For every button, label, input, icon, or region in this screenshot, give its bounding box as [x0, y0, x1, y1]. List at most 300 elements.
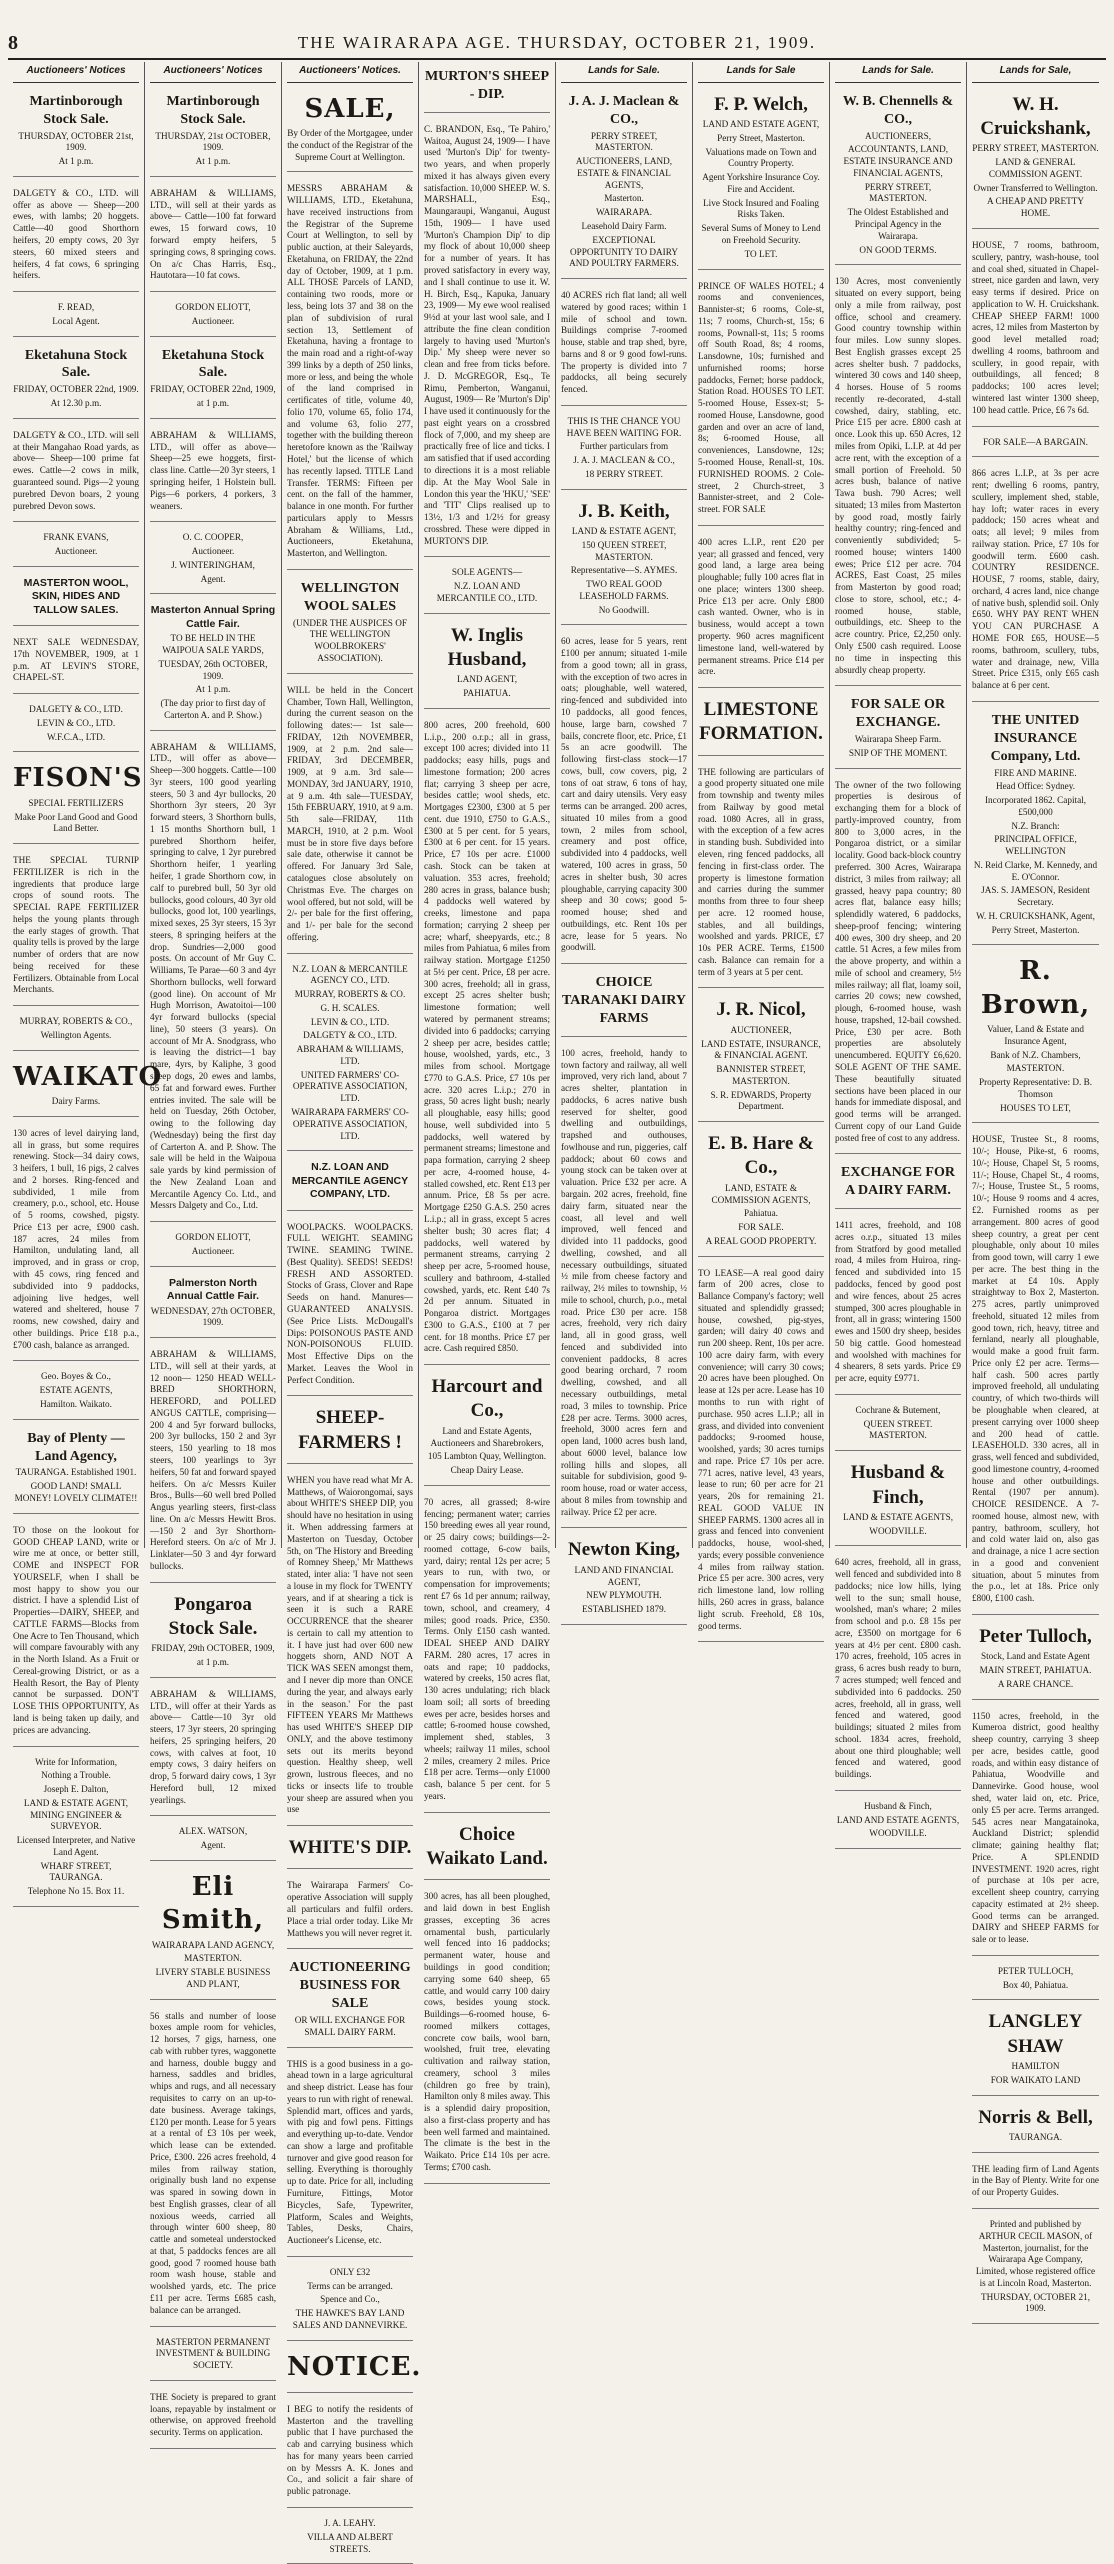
ad-line: Agent.	[200, 573, 226, 584]
ad-body: DALGETY & CO., LTD. will offer as above — Sheep—200 ewes, with lambs; 20 hoggets. Cattle—40 good Shorthorn heifers, 20 empty cows, 20 3yr steers, 60 mixed steers and heifers, 4 fat cows, 6 springing heifers.	[13, 187, 139, 281]
advertisement	[835, 1455, 961, 1546]
advertisement	[150, 1271, 276, 1338]
advertisement	[698, 992, 824, 1122]
ad-heading: Martinborough Stock Sale.	[29, 93, 123, 127]
ad-line: at 1 p.m.	[196, 1657, 230, 1668]
ad-line: (The day prior to first day of Carterton A. and P. Show.)	[160, 698, 266, 720]
advertisement	[698, 530, 824, 688]
ad-line: TO LET.	[744, 248, 778, 259]
ad-line: OR WILL EXCHANGE FOR SMALL DAIRY FARM.	[294, 2015, 406, 2037]
advertisement	[150, 2331, 276, 2381]
advertisement	[424, 1490, 550, 1813]
column-4	[419, 62, 556, 2172]
ad-heading: FOR SALE OR EXCHANGE.	[850, 697, 946, 731]
ad-body: I BEG to notify the residents of Masterton and the travelling public that I have purchased the cab and carrying business which has for many years been carried on by Messrs A. K. Jones and Co., and solicit a fair share of public patronage.	[287, 2403, 413, 2497]
ad-line: WEDNESDAY, 27th OCTOBER, 1909.	[150, 1305, 276, 1328]
ad-line: Wellington Agents.	[40, 1029, 112, 1040]
ad-line: Joseph E. Dalton,	[43, 1784, 109, 1795]
ad-line: Land and Estate Agents, Auctioneers and Sharebrokers,	[430, 1425, 544, 1448]
advertisement	[287, 87, 413, 173]
ad-line: G. H. SCALES.	[320, 1002, 380, 1013]
ad-heading: Norris & Bell,	[978, 2106, 1093, 2128]
newspaper-title: THE WAIRARAPA AGE. THURSDAY, OCTOBER 21, 1909.	[297, 33, 817, 52]
advertisement	[424, 561, 550, 613]
ad-line: PERRY STREET, MASTERTON.	[864, 181, 932, 204]
ad-body: WILL be held in the Concert Chamber, Town Hall, Wellington, during the current season on the following dates:— 1st sale—FRIDAY, 12th NOVEMBER, 1909, at 2 p.m. 2nd sale—FRIDAY, 3rd DECEMBER, 1909, at 9 a.m. 3rd sale—MONDAY, 3rd JANUARY, 1910, at 9 a.m. 4th sale—TUESDAY, 15th FEBRUARY, 1910, at 9 a.m. 5th sale—FRIDAY, 11th MARCH, 1910, at 2 p.m. Wool must be in store five days before sale date, otherwise it cannot be offered. For January 3rd Sale, catalogues close absolutely on Christmas Eve. The charges on wool offered, but not sold, will be 2/- per bale for the first offering, and 1/- per bale for the second offering.	[287, 684, 413, 942]
advertisement	[150, 341, 276, 419]
ad-heading: Eketahuna Stock Sale.	[161, 347, 265, 381]
ad-line: Terms can be arranged.	[307, 2280, 393, 2291]
ad-line: Printed and published by ARTHUR CECIL MASON, of Masterton, journalist, for the Wairarapa Age Company, Limited, whose registered office is at Lincoln Road, Masterton.	[975, 2218, 1096, 2288]
advertisement	[698, 760, 824, 989]
ad-line: FOR WAIKATO LAND	[990, 2074, 1081, 2085]
ad-heading: Harcourt and Co.,	[431, 1376, 543, 1422]
ad-line: LAND AND FINANCIAL AGENT,	[574, 1564, 674, 1587]
advertisement	[698, 692, 824, 756]
ad-line: LEVIN & CO., LTD.	[36, 717, 116, 728]
advertisement	[287, 2261, 413, 2341]
advertisement	[13, 423, 139, 522]
ad-heading: THE UNITED INSURANCE Company, Ltd.	[990, 712, 1081, 764]
advertisement	[150, 2385, 276, 2449]
ad-line: MASTERTON PERMANENT INVESTMENT & BUILDING SOCIETY.	[155, 2336, 271, 2371]
advertisement	[287, 1155, 413, 1210]
ad-heading: W. H. Cruickshank,	[980, 93, 1091, 140]
advertisement	[13, 1010, 139, 1051]
ad-body: 130 Acres, most conveniently situated on every support, being only a mile from railway, post office, school and creamery. Good country township within four miles. Low sunny slopes. Best English grasses except 25 acres shelter bush. 7 paddocks, wintered 30 cows and 140 sheep, 4 horses. House of 5 rooms recently re-decorated, 4-stall cowshed, dairy, stabling, etc. Price £15 per acre. £800 cash at once. Look this up. 650 Acres, 12 miles from Opiki, L.I.P. at 4d per acre rent, with the exception of a small portion of Freehold. 50 acres bush, balance of native Tawa bush. 790 Acres; well situated; 13 miles from Masterton by good road, mostly fairly healthy country; ring-fenced and conveniently subdivided; 5-roomed house; winters 1400 ewes; Price £12 per acre. 704 ACRES, East Coast, 25 miles from Masterton by good road; close to store, school, etc.; 4-roomed house, stable, outbuildings, etc. Sheep to the acre country. Price, £2,250 only. Only £500 cash required. Loose no time in inspecting this absurdly cheap property.	[835, 276, 961, 675]
ad-line: (UNDER THE AUSPICES OF THE WELLINGTON WOOLBROKERS' ASSOCIATION).	[293, 617, 407, 663]
column-2	[145, 62, 282, 2438]
ad-line: N.Z. LOAN AND MERCANTILE CO., LTD.	[436, 581, 538, 603]
ad-line: GORDON ELIOTT,	[175, 302, 251, 313]
ad-body: ABRAHAM & WILLIAMS, LTD., will sell at their yards, at 12 noon— 1250 HEAD WELL-BRED SHORTHORN, HEREFORD, and POLLED ANGUS CATTLE, comprising—200 4 and 5yr forward bullocks, 200 3yr bullocks, 150 2 and 3yr steers, 150 yearling to 18 mos steers, 100 yearlings to 3yr heifers, 50 fat and forward spayed heifers. On a/c Messrs Kuiler Bros., Bulls—60 well bred Polled Angus yearling steers, first-class line. On a/c Messrs Hewitt Bros.—150 2 and 3yr Shorthorn-Hereford steers. On a/c of Mr J. Linklater—50 3 and 4yr forward bullocks.	[150, 1349, 276, 1571]
ad-body: The Wairarapa Farmers' Co-operative Association will supply all particulars and fulfil orders. Place a trial order today. Like Mr Matthews you will never regret it.	[287, 1880, 413, 1938]
ad-heading: Newton King,	[568, 1539, 680, 1561]
ad-heading: CHOICE TARANAKI DAIRY FARMS	[561, 975, 687, 1026]
advertisement	[150, 181, 276, 292]
ad-line: HAMILTON	[1011, 2061, 1060, 2072]
advertisement	[561, 87, 687, 279]
ad-line: QUEEN STREET. MASTERTON.	[863, 1418, 933, 1441]
ad-line: AUCTIONEER,	[730, 1024, 792, 1035]
ad-line: W. H. CRUICKSHANK, Agent,	[976, 910, 1095, 921]
advertisement	[972, 87, 1099, 229]
advertisement	[13, 571, 139, 626]
ad-line: LAND & GENERAL COMMISSION AGENT.	[988, 157, 1083, 179]
ad-line: Dairy Farms.	[51, 1096, 101, 1107]
ad-heading: MASTERTON WOOL, SKIN, HIDES AND TALLOW SALES.	[23, 576, 129, 616]
advertisement	[287, 2397, 413, 2508]
advertisement	[561, 968, 687, 1037]
ad-heading: Bay of Plenty — Land Agency,	[27, 1430, 125, 1464]
ad-line: TAURANGA.	[1008, 2131, 1063, 2142]
ad-line: LEVIN & CO., LTD.	[310, 1016, 390, 1027]
ad-line: No Goodwill.	[598, 604, 650, 615]
ad-line: MURRAY, ROBERTS & CO.,	[19, 1016, 133, 1027]
ad-line: FRIDAY, 29th OCTOBER, 1909,	[151, 1643, 275, 1654]
ad-heading: SHEEP-FARMERS !	[298, 1407, 402, 1453]
ad-line: WAIRARAPA.	[595, 207, 653, 218]
ad-line: WOODVILLE.	[869, 1525, 927, 1536]
ad-line: Geo. Boyes & Co.,	[41, 1371, 111, 1382]
advertisement	[150, 1820, 276, 1861]
advertisement	[13, 1121, 139, 1362]
ad-line: Auctioneer.	[191, 315, 235, 326]
ad-line: PAHIATUA.	[463, 688, 511, 699]
ad-line: WAIRARAPA FARMERS' CO-OPERATIVE ASSOCIATION, LTD.	[291, 1107, 409, 1141]
ad-line: Auctioneer.	[191, 1245, 235, 1256]
ad-line: FRIDAY, OCTOBER 22nd, 1909.	[13, 384, 139, 395]
ad-line: TUESDAY, 26th OCTOBER, 1909.	[158, 658, 268, 681]
ad-line: At 1 p.m.	[58, 156, 94, 167]
advertisement	[424, 1369, 550, 1486]
ad-line: Representative—S. AYMES.	[570, 565, 678, 576]
ad-line: ON GOOD TERMS.	[859, 244, 937, 255]
ad-line: ONLY £32	[329, 2266, 371, 2277]
ad-body: THE leading firm of Land Agents in the Bay of Plenty. Write for one of our Property Guides.	[972, 2163, 1099, 2198]
advertisement	[150, 1226, 276, 1267]
ad-line: Perry Street, Masterton.	[717, 132, 805, 143]
ad-line: N.Z. LOAN & MERCANTILE AGENCY CO., LTD.	[292, 963, 408, 986]
ad-body: 640 acres, freehold, all in grass, well fenced and subdivided into 8 paddocks; nice low hills, lying well to the sun; small house, woolshed, man's whare; 2 miles from school and p.o. £8 15s per acre, £3500 on mortgage for 6 years at 4½ per cent. £800 cash. 170 acres, freehold, 105 acres in grass, 6 acres bush ready to burn, 7 acres stumped; well fenced and subdivided into 6 paddocks. 250 acres, freehold, all in grass, well fenced and watered, good buildings; situated 2 miles from school. 1834 acres, freehold, about one third ploughable; well fenced and watered, good buildings.	[835, 1557, 961, 1780]
ad-line: LAND, ESTATE & COMMISSION AGENTS,	[711, 1182, 811, 1205]
advertisement	[150, 1682, 276, 1817]
ad-line: MURRAY, ROBERTS & CO.	[294, 989, 406, 1000]
ad-heading: J. R. Nicol,	[716, 999, 806, 1021]
ad-heading: LIMESTONE FORMATION.	[699, 699, 823, 745]
advertisement	[13, 296, 139, 337]
advertisement	[835, 269, 961, 686]
ad-line: MAIN STREET, PAHIATUA.	[979, 1665, 1092, 1676]
ad-line: ESTATE AGENTS,	[39, 1385, 113, 1396]
ad-heading: E. B. Hare & Co.,	[708, 1133, 814, 1179]
ad-line: Box 40, Pahiatua.	[1002, 1979, 1069, 1990]
ad-line: MASTERTON.	[184, 1953, 242, 1964]
advertisement	[150, 87, 276, 177]
advertisement	[287, 1873, 413, 1949]
ad-body: The owner of the two following properties is desirous of exchanging them for a block of partly-improved country, from 800 to 3,000 acres, in the Pongaroa district, or a similar locality. Good back-block country preferred. 300 Acres, Wairarapa district, 3 miles from railway; all grassed, heavy papa country; 80 acres flat, balance easy hills; splendidly watered, 6 paddocks, sheep-proof fencing; wintering 400 ewes, 300 dry sheep, and 20 cattle. 51 Acres, a few miles from the above property, and within a mile of school and creamery, 5½ miles railway; all flat, loamy soil, carries 20 cows; new cowshed, plough, 6-roomed house, wash house, trapshed, 12-bail cowshed. Price, £30 per acre. Both properties are absolutely unencumbered. EQUITY £6,620. SOLE AGENT OF THE SAME. These beautifully situated sections have been placed in our hands for immediate disposal, and good terms will be arranged. Current copy of our Land Guide posted free of cost to any address.	[835, 779, 961, 1143]
ad-heading: N.Z. LOAN AND MERCANTILE AGENCY COMPANY, LTD.	[291, 1161, 409, 1201]
advertisement	[972, 2100, 1099, 2153]
advertisement	[972, 949, 1099, 1123]
advertisement	[150, 598, 276, 730]
ad-line: By Order of the Mortgagee, under the conduct of the Registrar of the Supreme Court at Wellington.	[287, 128, 413, 162]
ad-heading: WELLINGTON WOOL SALES	[300, 580, 400, 614]
ad-line: TO BE HELD IN THE WAIPOUA SALE YARDS,	[162, 633, 264, 655]
ad-line: Telephone No 15. Box 11.	[27, 1886, 125, 1897]
ad-line: SNIP OF THE MOMENT.	[848, 747, 948, 758]
ad-line: THIS IS THE CHANCE YOU HAVE BEEN WAITING FOR.	[566, 415, 682, 438]
ad-line: J. A. J. MACLEAN & CO.,	[573, 455, 675, 466]
ad-body: MESSRS ABRAHAM & WILLIAMS, LTD., Eketahuna, have received instructions from the Registrar of the Supreme Court at Wellington, to sell by public auction, at their Saleyards, Eketahuna, on FRIDAY, the 22nd day of October, 1909, at 1 p.m. ALL THOSE Parcels of LAND, containing two roods, more or less, being lots 37 and 38 on the plan of subdivision of rural section 13, Settlement of Eketahuna, having a frontage to the main road and a right-of-way 399 links by a depth of 250 links, more or less, and being the whole of the land comprised in certificates of title, volume 40, folio 170, volume 65, folio 174, and volume 63, folio 277, together with the building thereon heretofore known as the 'Railway Hotel,' but the license of which has recently lapsed. TITLE Land Transfer. TERMS: Fifteen per cent. on the fall of the hammer, balance in one month. For further particulars apply to Messrs Abraham & Williams, Ltd., Auctioneers, Eketahuna, Masterton, and Wellington.	[287, 183, 413, 559]
ad-line: Cheap Dairy Lease.	[450, 1465, 524, 1476]
advertisement	[150, 735, 276, 1223]
ad-line: Spence and Co.,	[320, 2294, 380, 2305]
ad-heading: Eli Smith,	[161, 1872, 265, 1936]
ad-line: S. R. EDWARDS, Property Department.	[710, 1089, 812, 1112]
ad-body: ABRAHAM & WILLIAMS, LTD., will sell at their yards as above— Cattle—100 fat forward ewes, 15 forward cows, 10 forward empty heifers, 5 springing cows, 8 springing cows. On a/c Chas Harris, Esq., Hautotara—10 fat cows.	[150, 187, 276, 281]
advertisement	[972, 233, 1099, 426]
ad-heading: WAIKATO	[13, 1061, 163, 1092]
ad-line: AUCTIONEERS,	[864, 130, 932, 141]
ad-line: at 1 p.m.	[196, 398, 230, 409]
ad-line: Further particulars from	[579, 441, 669, 452]
advertisement	[287, 2052, 413, 2257]
page-number: 8	[8, 31, 18, 54]
ad-heading: Husband & Finch,	[850, 1462, 946, 1508]
ad-heading: NOTICE.	[287, 2351, 422, 2382]
advertisement	[561, 283, 687, 406]
ad-body: THE SPECIAL TURNIP FERTILIZER is rich in the ingredients that produce large crops of sound roots. The SPECIAL RAPE FERTILIZER helps the young plants through the early stages of growth. That quality tells is proved by the large number of orders that are now being received for these Fertilizers. Obtainable from Local Merchants.	[13, 855, 139, 995]
ad-line: W.F.C.A., LTD.	[46, 731, 106, 742]
advertisement	[561, 410, 687, 490]
ad-line: ALEX. WATSON,	[178, 1826, 248, 1837]
advertisement	[698, 274, 824, 526]
column-5	[556, 62, 693, 1615]
ad-line: J. WINTERINGHAM,	[171, 559, 255, 570]
ad-line: Cochrane & Butement,	[855, 1404, 941, 1415]
ad-line: FRANK EVANS,	[43, 532, 109, 543]
ad-line: TAURANGA. Established 1901.	[15, 1467, 137, 1478]
ad-heading: Pongaroa Stock Sale.	[168, 1593, 258, 1639]
ad-heading: J. A. J. Maclean & CO.,	[568, 93, 680, 127]
ad-body: 130 acres of level dairying land, all in grass, but some requires renewing. Stock—34 dairy cows, 3 heifers, 1 bull, 16 pigs, 2 calves and 2 horses. Ring-fenced and subdivided, 1 mile from creamery, p.o., school, etc. House of 5 rooms, cowshed, pigsty. Price £13 per acre, £900 cash. 187 acres, 24 miles from Hamilton, undulating land, all improved, and in grass or crop, with 45 cows, ring fenced and subdivided into 9 paddocks, adjoining live hedges, well watered and sheltered, house 7 rooms, new cowshed, dairy and other buildings. Price £18 p.a., £700 cash, balance as arranged.	[13, 1127, 139, 1350]
column-1	[8, 62, 163, 1897]
advertisement	[13, 1751, 139, 1907]
ad-line: DALGETY & CO., LTD.	[29, 704, 123, 715]
advertisement	[287, 2512, 413, 2564]
ad-line: HOUSES TO LET,	[1000, 1102, 1071, 1113]
ad-heading: Palmerston North Annual Cattle Fair.	[166, 1276, 260, 1303]
ad-line: Local Agent.	[52, 315, 100, 326]
ad-line: At 1 p.m.	[195, 156, 231, 167]
ad-body: DALGETY & CO., LTD. will sell at their Mangahao Road yards, as above— Sheep—100 prime fat ewes. Cattle—2 cows in milk, guaranteed sound. Pigs—2 young purebred Devon boars, 2 young purebred Devon sows.	[13, 429, 139, 511]
advertisement	[13, 630, 139, 694]
ad-line: LAND AND ESTATE AGENTS,	[836, 1814, 960, 1825]
advertisement	[972, 706, 1099, 946]
section-header: Lands for Sale	[698, 62, 824, 83]
ad-body: THE following are particulars of a good property situated one mile from township and twenty miles from Railway by good metal road. 1080 Acres, all in grass, with the exception of a few acres in standing bush. Subdivided into eleven, ring fenced paddocks, all fencing in first-class order. The property is limestone formation and carries during the summer months from three to four sheep per acre. 12 roomed house, stables, and all buildings, woolshed and yards. PRICE, £7 10s PER ACRE. Terms, £1500 cash. Balance can remain for a term of 3 years at 5 per cent.	[698, 766, 824, 977]
ad-line: Agent.	[200, 1840, 226, 1851]
ad-line: GOOD LAND! SMALL MONEY! LOVELY CLIMATE!!	[14, 1481, 138, 1503]
advertisement	[561, 629, 687, 964]
advertisement	[835, 690, 961, 768]
advertisement	[698, 1261, 824, 1643]
ad-line: TWO REAL GOOD LEASEHOLD FARMS.	[579, 579, 669, 601]
advertisement	[287, 2345, 422, 2393]
ad-line: Wairarapa Sheep Farm.	[854, 734, 942, 745]
advertisement	[835, 1158, 961, 1209]
section-header: Lands for Sale.	[835, 62, 961, 83]
advertisement	[150, 423, 276, 522]
ad-body: ABRAHAM & WILLIAMS, LTD., will offer as above— Sheep—300 hoggets. Cattle—100 3yr steers, 100 good yearling steers, 50 3 and 4yr bullocks, 20 Shorthorn 3yr steers, 20 3yr forward steers, 3 Shorthorn bulls, 1 15 months Shorthorn bull, 1 purebred Shorthorn heifer, springing to calve, 1 2yr purebred Shorthorn heifer, 1 yearling heifer, 1 grade Shorthorn cow, in calf to purebred bull, 50 3yr old bullocks, good colours, 40 3yr old bullocks, good lot, 100 yearlings, mixed sexes, 25 3yr steers, 15 3yr steers, 8 springing heifers at the drop. Sundries—2,000 good posts. On account of Mr Guy C. Williams, Te Parae—60 3 and 4yr Shorthorn bullocks, well forward (good line). On account of Mr Hugh Morrison, Awatoitoi—100 4yr forward bullocks (special line), 50 steers (3 years). On account of Mr A. Snodgrass, who is leaving the district—1 bay mare, 4yrs, by Kaliphe, 3 good sheep dogs, 20 ewes and lambs, 65 fat and forward ewes. Further entries invited. The sale will be held on Tuesday, 26th October, owing to the following day (Wednesday) being the first day of Carterton A. and P. Show. The sale will be held in the Waipoua sale yards by kind permission of the New Zealand Loan and Mercantile Agency Co. Ltd., and Messrs Dalgety and Co., Ltd.	[150, 741, 276, 1211]
ad-heading: Choice Waikato Land.	[426, 1823, 548, 1870]
ad-line: J. A. LEAHY.	[324, 2518, 376, 2529]
ad-body: PRINCE OF WALES HOTEL; 4 rooms and conveniences, Bannister-st; 6 rooms, Cole-st, 11s; 7 rooms, Church-st, 15s; 6 rooms, Pownall-st, 11s; 5 rooms off South Road, 8s; 4 rooms, Lansdowne, 10s; furnished and unfurnished rooms; horse paddocks, Fernet; horse paddock, Station Road. HOUSES TO LET. 5-roomed House, Essex-st; 5-roomed House, Lansdowne, good garden and over an acre of land, 8s; 6-roomed House, all conveniences, Lansdowne, 12s; 5-roomed House, Renall-st, 10s. FURNISHED ROOMS. 2 Cole-street, 2 Church-street, 3 Bannister-street, and 2 Cole-street. FOR SALE	[698, 280, 824, 515]
ad-line: PRINCIPAL OFFICE, WELLINGTON	[994, 834, 1077, 857]
advertisement	[13, 698, 139, 752]
ad-line: Property Representative: D. B. Thomson	[978, 1077, 1093, 1099]
ad-heading: J. B. Keith,	[578, 500, 670, 522]
ad-line: Bank of N.Z. Chambers,	[990, 1049, 1081, 1060]
advertisement	[13, 1518, 139, 1747]
advertisement	[835, 87, 961, 265]
ad-body: 60 acres, lease for 5 years, rent £100 per annum; situated 1-mile from a good town; all in grass, with the exception of two acres in oats; ploughable, well watered, ring-fenced and subdivided into 10 paddocks, all good fences, house, large barn, cowshed 7 bails, concrete floor, etc. Price, £1 5s an acre goodwill. The following first-class stock—17 cows, bull, cow covers, pig, 2 tons of oat straw, 6 tons of hay, cart and dairy utensils. Very easy terms can be arranged. 200 acres, situated 10 miles from a good town, 2 miles from school, creamery and post office, subdivided into 4 paddocks, well watered, 100 acres in grass, 50 acres in shelter bush, 30 acres ploughable, carrying capacity 300 sheep and 30 cows; good 5-roomed house; shed and outbuildings, etc. Rent 10s per acre, lease for 5 years. No goodwill.	[561, 636, 687, 953]
ad-line: Live Stock Insured and Foaling Risks Taken.	[703, 197, 819, 220]
advertisement	[150, 296, 276, 337]
ad-body: HOUSE, Trustee St., 8 rooms, 10/-; House, Pike-st, 6 rooms, 10/-; House, Chapel St, 5 rooms, 11/-; House, Chapel St., 4 rooms, 7/-; House, Trustee St., 5 rooms, 10/-; House 9 rooms and 4 acres, £2. Furnished rooms as per arrangement. 800 acres of good sheep country, a great per cent ploughable, only about 10 miles from good town, will carry 1 ewe per acre. The best thing in the market at £4 10s. Apply straightway to Box 2, Masterton. 275 acres, partly unimproved freehold, situated 12 miles from good town, rich, heavy, titree and fernland, nearly all ploughable, would make a good fruit farm. Price only £2 per acre. Terms—half cash. 500 acres partly improved freehold, all undulating country, of which two-thirds will be ploughable when cleared, at present carrying over 1000 sheep and 200 head of cattle. LEASEHOLD. 330 acres, all in grass, well fenced and subdivided, good limestone country, 4-roomed house and other outbuildings. Rental (1907 per annum). CHOICE RESIDENCE. A 7-roomed house, almost new, with pantry, bathroom, scullery, hot and cold water laid on, also gas and drainage, a nice 1 acre section in a good and convenient situation, about 5 minutes from the p.o., let at 18s. Price only £800, £100 cash.	[972, 1134, 1099, 1604]
masthead-rule	[8, 58, 1106, 60]
advertisement	[150, 1342, 276, 1583]
ad-heading: MURTON'S SHEEP - DIP.	[424, 69, 550, 102]
ad-line: WOODVILLE.	[869, 1828, 927, 1839]
ad-line: Agent Yorkshire Insurance Coy. Fire and Accident.	[702, 172, 820, 194]
advertisement	[835, 1795, 961, 1849]
ad-heading: SALE,	[304, 93, 396, 124]
advertisement	[972, 1704, 1099, 1956]
advertisement	[13, 181, 139, 292]
advertisement	[13, 1424, 139, 1514]
ad-body: THE Society is prepared to grant loans, repayable by instalment or otherwise, on approved freehold security. Terms on application.	[150, 2391, 276, 2438]
advertisement	[150, 2004, 276, 2327]
ad-line: FOR SALE.	[738, 1222, 784, 1233]
ad-line: GORDON ELIOTT,	[175, 1232, 251, 1243]
advertisement	[561, 1532, 687, 1624]
section-header: Auctioneers' Notices.	[287, 62, 413, 83]
section-header: Auctioneers' Notices	[13, 62, 139, 83]
advertisement	[150, 526, 276, 594]
ad-line: LIVERY STABLE BUSINESS AND PLANT,	[155, 1967, 271, 1989]
ad-line: F. READ,	[57, 302, 95, 313]
advertisement	[287, 1830, 413, 1869]
ad-line: Masterton.	[604, 193, 644, 204]
ad-line: The Oldest Established and Principal Agency in the Wairarapa.	[847, 207, 949, 241]
advertisement	[424, 618, 550, 709]
column-3	[282, 62, 422, 2554]
ad-line: MASTERTON.	[1006, 1063, 1065, 1074]
advertisement	[150, 1865, 276, 2000]
ad-body: 866 acres L.I.P., at 3s per acre rent; dwelling 6 rooms, pantry, scullery, implement shed, stable, hay loft; water races in every paddock; 150 acres wheat and oats; all level; 9 miles from railway station. Price, £7 10s for goodwill term. £600 cash. COUNTRY RESIDENCE. HOUSE, 7 rooms, stable, dairy, orchard, 4 acres land, nice change of native bush, splendid soil. Only £650. WHY PAY RENT WHEN YOU CAN PURCHASE A HOME FOR £65, HOUSE—5 rooms, bathroom, scullery, tubs, water and drainage, new, Villa Street. Price £315, only £65 cash balance at 6 per cent.	[972, 468, 1099, 691]
advertisement	[835, 1550, 961, 1791]
ad-line: Leasehold Dairy Farm.	[581, 220, 667, 231]
ad-line: 150 QUEEN STREET, MASTERTON.	[581, 539, 667, 562]
advertisement	[13, 526, 139, 567]
advertisement	[424, 117, 550, 558]
advertisement	[287, 958, 413, 1152]
ad-line: FIRE AND MARINE.	[994, 767, 1077, 778]
advertisement	[13, 1365, 139, 1419]
advertisement	[13, 87, 139, 177]
ad-body: 70 acres, all grassed; 8-wire fencing; permanent water; carries 150 breeding ewes all year round, or 25 dairy cows; buildings—2-roomed cottage, 6-cow bails, yard, dairy; rental 12s per acre; 5 years to run, with two, or compensation for improvements; rent £7 6s 1d per annum; railway, town, school, and creamery, 4 miles; good roads. Price, £350. Terms. Only £150 cash wanted. IDEAL SHEEP AND DAIRY FARM. 280 acres, 17 acres in oats and rape; 10 paddocks, watered by creeks, 150 acres flat, 130 acres undulating; rich black loam soil; all sorts of breeding ewes per acre, besides horses and cattle; 6-roomed house cowshed, implement shed, stables, 3 wheels; railway 11 miles, school 2 miles, creamery 2 miles. Price £18 per acre. Terms—only £1000 cash, balance 5 per cent. for 5 years.	[424, 1496, 550, 1801]
ad-line: 105 Lambton Quay, Wellington.	[427, 1451, 547, 1462]
ad-line: Several Sums of Money to Lend on Freehold Security.	[701, 223, 821, 245]
ad-heading: R. Brown,	[980, 956, 1091, 1020]
ad-line: ABRAHAM & WILLIAMS, LTD.	[296, 1044, 404, 1066]
ad-body: 800 acres, 200 freehold, 600 L.i.p., 200 o.r.p.; all in grass, except 100 acres; divided into 11 paddocks; easy hills, pugs and limestone formation; 200 acres flat; carrying 3 sheep per acre, besides cattle; wool sheds, etc. Mortgages £2300, £300 at 5 per cent. due 1910, £750 to G.A.S., £300 at 5 per cent. for 5 years, £300 at 6 per cent. for 15 years. Price, £7 10s per acre. £1000 cash. Stock can be taken at valuation. 353 acres, freehold; 280 acres in grass, balance bush; 4 paddocks well watered by creeks, limestone and papa formation; carrying 2 sheep per acre; wharf, sheepyards, etc.; 8 miles from Pahiatua, 6 miles from railway station. Mortgage £1250 at 5½ per cent. Price, £8 per acre. 300 acres, freehold; all in grass, except 25 acres shelter bush; limestone formation; well watered by permanent streams; divided into 6 paddocks; carrying 2 sheep per acre, besides cattle; house, woolshed, yards, etc., 3 miles from school. Mortgage £770 to G.A.S. Price, £7 10s per acre. 320 acres L.i.p.; 270 in grass, 50 acres light bush; nearly all ploughable, easy hills; good house, well subdivided into 5 paddocks, well watered by permanent streams; limestone and papa formation, carrying 2 sheep per acre, 4-roomed house, 4-stalled cowshed, etc. Rent £13 per annum. Price, £8 5s per acre. Mortgage £250 G.A.S. 250 acres L.i.p.; all in grass, except 5 acres shelter bush; 30 acres flat; 4 paddocks, well watered by permanent streams, carrying 2 sheep per acre, 5-roomed house, scullery and bathroom, 4-stalled cowshed, yards, etc. Rent £40 7s 2d per annum. Situated in Pongaroa district. Mortgages £300 to G.A.S., £100 at 7 per cent. for 18 months. Price £7 per acre. Cash required £850.	[424, 719, 550, 1354]
advertisement	[972, 461, 1099, 702]
advertisement	[287, 678, 413, 954]
ad-line: THURSDAY, 21st OCTOBER, 1909.	[155, 130, 271, 153]
ad-line: LAND & ESTATE AGENTS,	[842, 1511, 954, 1522]
advertisement	[287, 1468, 413, 1826]
ad-line: Auctioneer.	[54, 546, 98, 557]
ad-line: DALGETY & CO., LTD.	[303, 1030, 397, 1041]
advertisement	[561, 1041, 687, 1529]
ad-body: THIS is a good business in a go-ahead town in a large agricultural and sheep district. Lease has four years to run with right of renewal. Splendid mart, offices and yards, with pig and fowl pens. Fittings and everything up-to-date. Vendor can show a large and profitable turnover and give good reason for selling. Everything is thoroughly up to date. Price for all, including Furniture, Fittings, Motor Bicycles, Safe, Typewriter, Platform, Scales and Weights, Tables, Desks, Chairs, Auctioneer's License, etc.	[287, 2058, 413, 2246]
ad-line: O. C. COOPER,	[182, 532, 244, 543]
ad-line: Valuations made on Town and Country Property.	[705, 146, 817, 169]
ad-line: VILLA AND ALBERT STREETS.	[307, 2531, 393, 2554]
ad-line: FRIDAY, OCTOBER 22nd, 1909,	[150, 384, 276, 395]
ad-line: SOLE AGENTS—	[451, 567, 523, 578]
advertisement	[835, 773, 961, 1155]
ad-line: Licensed Interpreter, and Native Land Agent.	[16, 1835, 136, 1857]
ad-line: Husband & Finch,	[864, 1800, 932, 1811]
advertisement	[13, 1055, 163, 1117]
ad-line: BANNISTER STREET, MASTERTON.	[716, 1064, 806, 1086]
advertisement	[287, 176, 413, 570]
ad-body: 400 acres L.I.P., rent £20 per year; all grassed and fenced, very good land, a large area being ploughable; fully 100 acres flat in one place; winters 1300 sheep. Price £13 per acre. Only £800 cash wanted. Owner, who is in business, would accept a town property. 960 acres magnificent limestone land, well-watered by permanent streams. Price £14 per acre.	[698, 536, 824, 677]
ad-line: THURSDAY, OCTOBER 21, 1909.	[980, 2291, 1091, 2314]
ad-line: THE HAWKE'S BAY LAND SALES AND DANNEVIRKE.	[292, 2308, 408, 2330]
ad-body: WOOLPACKS. WOOLPACKS. FULL WEIGHT. SEAMING TWINE. SEAMING TWINE. (Best Quality). SEEDS! SEEDS! FRESH AND ASSORTED. Stocks of Grass, Clover and Rape Seeds on hand. Manures— GUARANTEED ANALYSIS. (See Price Lists. McDougall's Dips: POISONOUS PASTE AND NON-POISONOUS FLUID. Most Effective Dips on the Market. Leaves the Wool in Perfect Condition.	[287, 1221, 413, 1385]
ad-heading: Martinborough Stock Sale.	[166, 93, 260, 127]
ad-heading: F. P. Welch,	[714, 93, 808, 115]
ad-line: SPECIAL FERTILIZERS	[28, 797, 124, 808]
ad-line: Valuer, Land & Estate and Insurance Agent,	[987, 1024, 1084, 1046]
ad-line: LAND & ESTATE AGENT, MINING ENGINEER & SURVEYOR.	[23, 1797, 129, 1832]
ad-body: 100 acres, freehold, handy to town factory and railway, all well improved, very rich land, about 7 acres shelter, plantation in paddocks, 6 acres native bush reserved for shelter, good dwelling and outbuildings, trapshed and outhouses, fowlhouse and run, piggeries, calf paddock; about 60 cows and young stock can be taken over at valuation. Price £32 per acre. A bargain. 202 acres, freehold, fine dairy farm, situated near the coast, all level and well improved, well fenced and divided into 11 paddocks, good dwelling, cowshed, and all necessary outbuildings, situated ½ mile from cheese factory and railway, 2½ miles to township, ½ mile to school, church, p.o., metal road. Price £30 per acre. 158 acres, freehold, very rich dairy land, all in good grass, well fenced and subdivided into convenient paddocks, 8 acres good bearing orchard, 7 room dwelling, cowshed, and all necessary outbuildings, metal road, 3 miles to township. Price £28 per acre. Terms. 3000 acres, freehold, 3000 acres fern and open land, 1000 acres bush land, about 6000 level, balance low rolling hills and slopes, all suitable for subdivision, good 9-room house, road or water access, about 8 miles from township and railway. Price £2 per acre.	[561, 1047, 687, 1517]
ad-body: 300 acres, has all been ploughed, and laid down in best English grasses, excepting 36 acres ornamental bush, particularly well fenced into 16 paddocks; permanent water, house and buildings in good condition; carrying some 640 sheep, 65 cattle, and would carry 100 dairy cows, besides young stock. Buildings—6-roomed house, 6-roomed milkers cottages, concrete cow bails, wool barn, woolshed, fruit tree, elevating cultivation and railway station, creamery, school 3 miles (children go free by train), Hamilton only 8 miles away. This is a splendid dairy proposition, also a first-class property and has been well farmed and maintained. The climate is the best in the Waikato. Price £14 10s per acre. Terms; £700 cash.	[424, 1891, 550, 2172]
ad-line: N. Reid Clarke, M. Kennedy, and E. O'Connor.	[973, 859, 1098, 882]
advertisement	[424, 62, 550, 113]
advertisement	[287, 1400, 413, 1464]
ad-body: WHEN you have read what Mr A. Matthews, of Waiorongomai, says about WHITE'S SHEEP DIP, you should have no hesitation in using it. When addressing farmers at Masterton on Tuesday, October 5th, on 'The History and Breeding of Romney Sheep,' Mr Matthews stated, inter alia: 'I have not seen a louse in my flock for TWENTY years, and if at shearing a tick is seen it is such a RARE OCCURRENCE that the shearer is certain to call my attention to it. I have just had over 600 new hoggets shorn, AND NOT A TICK WAS SEEN amongst them, and I never dip more than ONCE during the year, and always early in the season.' For the past FIFTEEN YEARS Mr Matthews has used WHITE'S SHEEP DIP ONLY, and the above testimony sets out its merits beyond question. Healthy sheep, well grown, lustrous fleeces, and no ticks or insects life to trouble your sheep are assured when you use	[287, 1474, 413, 1815]
ad-line: FOR SALE—A BARGAIN.	[983, 436, 1088, 447]
advertisement	[698, 87, 824, 270]
ad-line: ESTABLISHED 1879.	[582, 1604, 666, 1615]
ad-body: 56 stalls and number of loose boxes ample room for vehicles, 12 horses, 7 gigs, harness, one cab with rubber tyres, waggonette and harness, double buggy and harness, saddles and bridles, whips and rugs, and all necessary requisites to carry on an up-to-date business. Average takings, £120 per month. Lease for 5 years at a rental of £3 10s per week, which lease can be extended. Price, £300. 226 acres freehold, 4 miles from railway station, originally bush land no expense was spared in sowing down in best English grasses, clear of all noxious weeds, carried all through winter 600 sheep, 80 cattle and someteal understocked at that, 5 paddocks fences are all good, good 7 roomed house bath room wash house, stable and woolshed yards, etc. The price £11 per acre. Terms £685 cash, balance can be arranged.	[150, 2010, 276, 2315]
ad-line: EXCEPTIONAL OPPORTUNITY TO DAIRY AND POULTRY FARMERS.	[569, 234, 679, 269]
ad-heading: AUCTIONEERING BUSINESS FOR SALE	[289, 1960, 411, 2012]
ad-heading: FISON'S	[13, 763, 143, 794]
advertisement	[287, 574, 413, 674]
ad-line: Incorporated 1862. Capital, £500,000	[984, 795, 1087, 817]
section-header: Lands for Sale.	[561, 62, 687, 83]
ad-line: LAND & ESTATE AGENT,	[571, 526, 677, 537]
advertisement	[972, 2213, 1099, 2324]
ad-body: C. BRANDON, Esq., 'Te Pahiro,' Waitoa, August 24, 1909— I have used 'Murton's Dip' for twenty-two years, and when properly mixed it has always given every satisfaction. 10,000 SHEEP. W. S. MARSHALL, Esq., Maungaraupi, Wanganui, August 15th, 1909— I have used 'Murton's Champion Dip' to dip my flock of about 10,000 sheep for a number of years. It has proved satisfactory in every way, and I shall continue to use it. W. H. Birch, Esq., Kapuka, January 23, 1909— My ewe wool realised 9½d at your last wool sale, and I attribute the fine clean condition largely to having used 'Murton's Dip.' My sheep were never so clean and free from ticks before. J. D. McGREGOR, Esq., Te Rimu, Pemberton, Wanganui, August, 1909— Re 'Murton's Dip' I have used it continuously for the past eight years on a crossbred flock of 7,000, and my sheep are practically free of lice and ticks. I am satisfied that if used according to directions it is a most reliable dip. At the May Wool Sale in London this year the 'HKU,' 'SEE' and 'TIT' Clips realised up to 13½, 1/3 and 1/2½ for greasy crossbred. These were dipped in MURTON'S DIP.	[424, 123, 550, 546]
advertisement	[698, 1126, 824, 1256]
ad-line: Stock, Land and Estate Agent	[981, 1651, 1090, 1662]
column-6	[693, 62, 830, 1631]
ad-heading: W. B. Chennells & CO.,	[842, 93, 954, 127]
ad-line: PERRY STREET, MASTERTON.	[590, 130, 658, 153]
ad-line: A RARE CHANCE.	[997, 1678, 1074, 1689]
column-7	[830, 62, 967, 1839]
ad-line: Nothing a Trouble.	[41, 1770, 111, 1781]
ad-heading: Eketahuna Stock Sale.	[24, 347, 128, 381]
masthead	[8, 30, 1106, 56]
ad-line: LAND ESTATE, INSURANCE, & FINANCIAL AGENT.	[701, 1038, 821, 1061]
ad-body: 1150 acres, freehold, in the Kumeroa district, good healthy sheep country, carrying 3 sheep per acre, besides cattle, good roads, and within easy distance of Pahiatua, Woodville and Dannevirke. Good house, wool shed, water laid on, etc. Price, only £5 per acre. Terms arranged. 545 acres near Mangatainoka, Auckland District; splendid climate; gaining healthy flat; Price. A SPLENDID INVESTMENT. 1920 acres, right of purchase at 10s per acre, excellent sheep country, carrying capacity estimated at 2½ sheep. Good terms can be arranged. DAIRY and SHEEP FARMS for sale or to lease.	[972, 1710, 1099, 1945]
ad-line: Head Office: Sydney.	[995, 781, 1076, 792]
ad-line: PERRY STREET, MASTERTON.	[972, 143, 1099, 154]
advertisement	[424, 1884, 550, 2183]
advertisement	[424, 713, 550, 1365]
advertisement	[835, 1213, 961, 1395]
ad-line: JAS. S. JAMESON, Resident Secretary.	[981, 885, 1090, 908]
